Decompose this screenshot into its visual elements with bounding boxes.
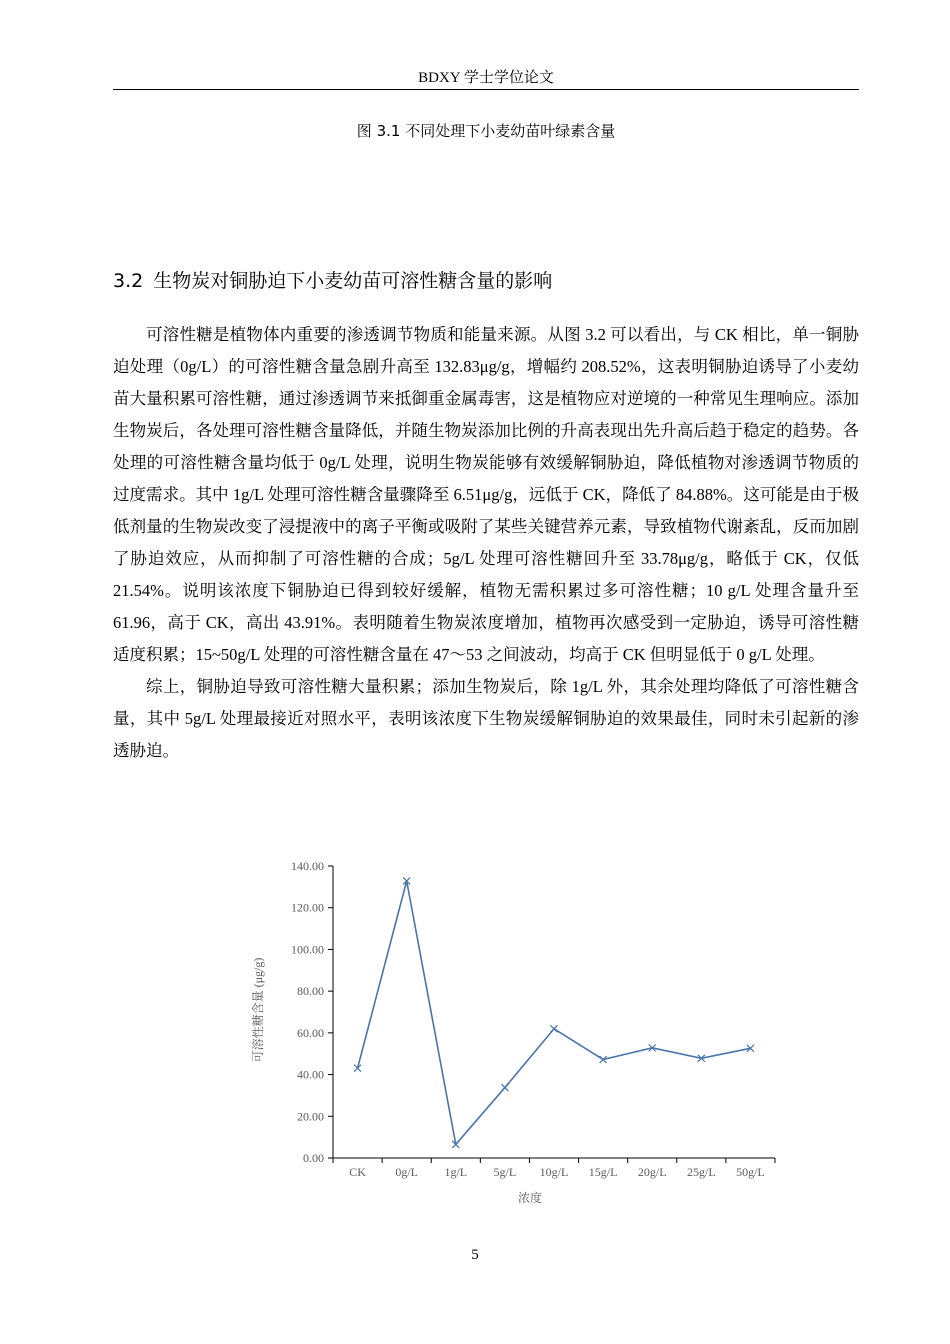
x-tick-label: CK — [349, 1165, 366, 1179]
y-axis — [291, 859, 333, 1165]
x-tick-label: 5g/L — [493, 1165, 517, 1179]
x-tick-label: 15g/L — [588, 1165, 618, 1179]
y-tick-label: 40.00 — [297, 1067, 324, 1082]
body-text — [113, 319, 859, 767]
data-point-marker — [501, 1084, 508, 1091]
y-tick-label: 0.00 — [303, 1151, 324, 1165]
paragraph-1: 可溶性糖是植物体内重要的渗透调节物质和能量来源。从图 3.2 可以看出，与 CK 相比，单一铜胁迫处理（0g/L）的可溶性糖含量急剧升高至 132.83μg/g，增幅约 208.52%，这表明铜胁迫诱导了小麦幼苗大量积累可溶性糖，通过渗透调节来抵御重金属毒害，这是植物应对逆境的一种常见生理响应。添加生物炭后，各处理可溶性糖含量降低，并随生物炭添加比例的升高表现出先升高后趋于稳定的趋势。各处理的可溶性糖含量均低于 0g/L 处理，说明生物炭能够有效缓解铜胁迫，降低植物对渗透调节物质的过度需求。其中 1g/L 处理可溶性糖含量骤降至 6.51μg/g，远低于 CK，降低了 84.88%。这可能是由于极低剂量的生物炭改变了浸提液中的离子平衡或吸附了某些关键营养元素，导致植物代谢紊乱，反而加剧了胁迫效应，从而抑制了可溶性糖的合成；5g/L 处理可溶性糖回升至 33.78μg/g，略低于 CK，仅低 21.54%。说明该浓度下铜胁迫已得到较好缓解，植物无需积累过多可溶性糖；10 g/L 处理含量升至 61.96，高于 CK，高出 43.91%。表明随着生物炭浓度增加，植物再次感受到一定胁迫，诱导可溶性糖适度积累；15~50g/L 处理的可溶性糖含量在 47～53 之间波动，均高于 CK 但明显低于 0 g/L 处理。 — [113, 325, 859, 664]
x-tick-label: 1g/L — [444, 1165, 468, 1179]
data-point-marker — [551, 1025, 558, 1032]
x-axis — [333, 1158, 775, 1179]
section-title: 生物炭对铜胁迫下小麦幼苗可溶性糖含量的影响 — [153, 270, 553, 292]
header-rule — [113, 89, 859, 90]
y-tick-label: 60.00 — [297, 1025, 324, 1040]
y-axis-label: 可溶性糖含量 (μg/g) — [251, 957, 265, 1063]
y-tick-label: 100.00 — [291, 942, 324, 957]
section-heading — [113, 266, 552, 293]
x-tick-label: 0g/L — [395, 1165, 419, 1179]
x-tick-label: 10g/L — [539, 1165, 569, 1179]
paragraph-2: 综上，铜胁迫导致可溶性糖大量积累；添加生物炭后，除 1g/L 外，其余处理均降低了可溶性糖含量，其中 5g/L 处理最接近对照水平，表明该浓度下生物炭缓解铜胁迫的效果最佳，同时未引起新的渗透胁迫。 — [113, 677, 859, 760]
series-soluble-sugar — [354, 877, 754, 1147]
soluble-sugar-chart — [240, 850, 800, 1220]
figure-caption: 图 3.1 不同处理下小麦幼苗叶绿素含量 — [356, 122, 616, 140]
y-tick-label: 20.00 — [297, 1109, 324, 1124]
section-number: 3.2 — [113, 270, 144, 292]
y-tick-label: 120.00 — [291, 900, 324, 915]
series-line — [358, 881, 751, 1144]
x-tick-label: 50g/L — [736, 1165, 765, 1179]
x-tick-label: 20g/L — [637, 1165, 667, 1179]
x-axis-label: 浓度 — [517, 1191, 543, 1205]
y-tick-label: 80.00 — [297, 984, 324, 999]
x-tick-label: 25g/L — [686, 1165, 716, 1179]
chart-svg — [240, 850, 800, 1220]
page-number: 5 — [471, 1247, 479, 1263]
running-header: BDXY 学士学位论文 — [418, 70, 554, 86]
y-tick-label: 140.00 — [291, 859, 324, 873]
